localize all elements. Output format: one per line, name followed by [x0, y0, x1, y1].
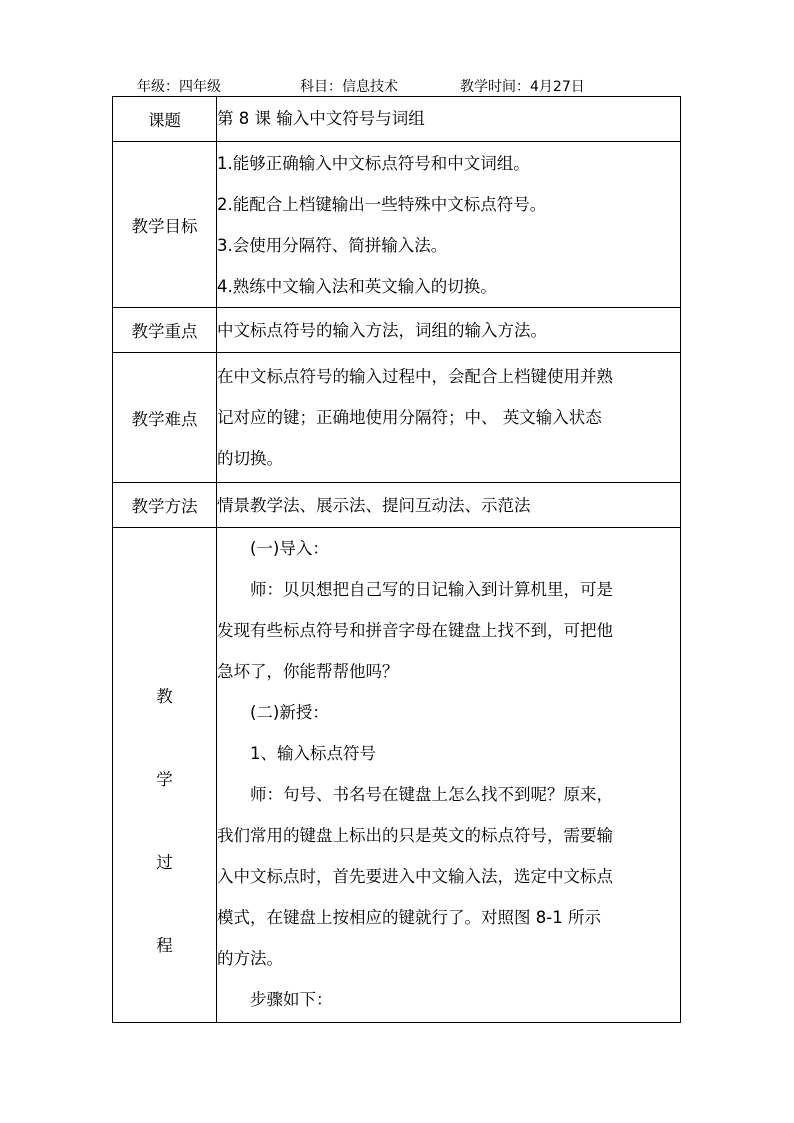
teaching-time-text: 教学时间：4月27日 [460, 79, 585, 95]
process-line: 师：贝贝想把自己写的日记输入到计算机里，可是 [250, 580, 613, 599]
methods-row [113, 483, 681, 528]
process-label-char: 程 [156, 936, 173, 955]
document-header [0, 72, 794, 96]
difficulties-line: 的切换。 [217, 449, 283, 468]
process-line: (一)导入： [250, 539, 329, 558]
process-line: 我们常用的键盘上标出的只是英文的标点符号，需要输 [217, 826, 613, 845]
topic-content: 第 8 课 输入中文符号与词组 [217, 97, 681, 142]
process-content [217, 528, 681, 1023]
goals-label: 教学目标 [113, 142, 217, 308]
lesson-plan-table [112, 96, 681, 1023]
difficulties-line: 在中文标点符号的输入过程中，会配合上档键使用并熟 [217, 367, 613, 386]
process-line: 入中文标点时，首先要进入中文输入法，选定中文标点 [217, 867, 613, 886]
topic-label: 课题 [113, 97, 217, 142]
process-line: 模式，在键盘上按相应的键就行了。对照图 8-1 所示 [217, 908, 601, 927]
process-label-char: 学 [156, 770, 173, 789]
goals-row [113, 142, 681, 308]
process-label-cell [113, 528, 217, 1023]
methods-content: 情景教学法、展示法、提问互动法、示范法 [217, 483, 681, 528]
process-line: 1、输入标点符号 [250, 744, 376, 763]
difficulties-line: 记对应的键；正确地使用分隔符；中、 英文输入状态 [217, 408, 602, 427]
goal-item: 1.能够正确输入中文标点符号和中文词组。 [217, 153, 530, 173]
process-line: 发现有些标点符号和拼音字母在键盘上找不到，可把他 [217, 621, 613, 640]
difficulties-content [217, 353, 681, 483]
difficulties-label: 教学难点 [113, 353, 217, 483]
goal-item: 3.会使用分隔符、简拼输入法。 [217, 235, 448, 255]
grade-text: 年级：四年级 [137, 79, 221, 95]
methods-label: 教学方法 [113, 483, 217, 528]
process-line: 师：句号、书名号在键盘上怎么找不到呢？原来， [250, 785, 613, 804]
process-label-char: 过 [156, 853, 173, 872]
process-line: 步骤如下： [250, 990, 333, 1009]
key-points-content: 中文标点符号的输入方法，词组的输入方法。 [217, 308, 681, 353]
subject-text: 科目：信息技术 [300, 79, 398, 95]
process-line: 的方法。 [217, 949, 283, 968]
process-label-char: 教 [156, 687, 173, 706]
process-row [113, 528, 681, 1023]
process-label [113, 528, 216, 1022]
goals-content [217, 142, 681, 308]
goal-item: 2.能配合上档键输出一些特殊中文标点符号。 [217, 194, 547, 214]
topic-row [113, 97, 681, 142]
process-line: (二)新授： [250, 703, 329, 722]
key-points-row [113, 308, 681, 353]
goal-item: 4.熟练中文输入法和英文输入的切换。 [217, 276, 497, 296]
difficulties-row [113, 353, 681, 483]
key-points-label: 教学重点 [113, 308, 217, 353]
process-line: 急坏了，你能帮帮他吗？ [217, 662, 399, 681]
